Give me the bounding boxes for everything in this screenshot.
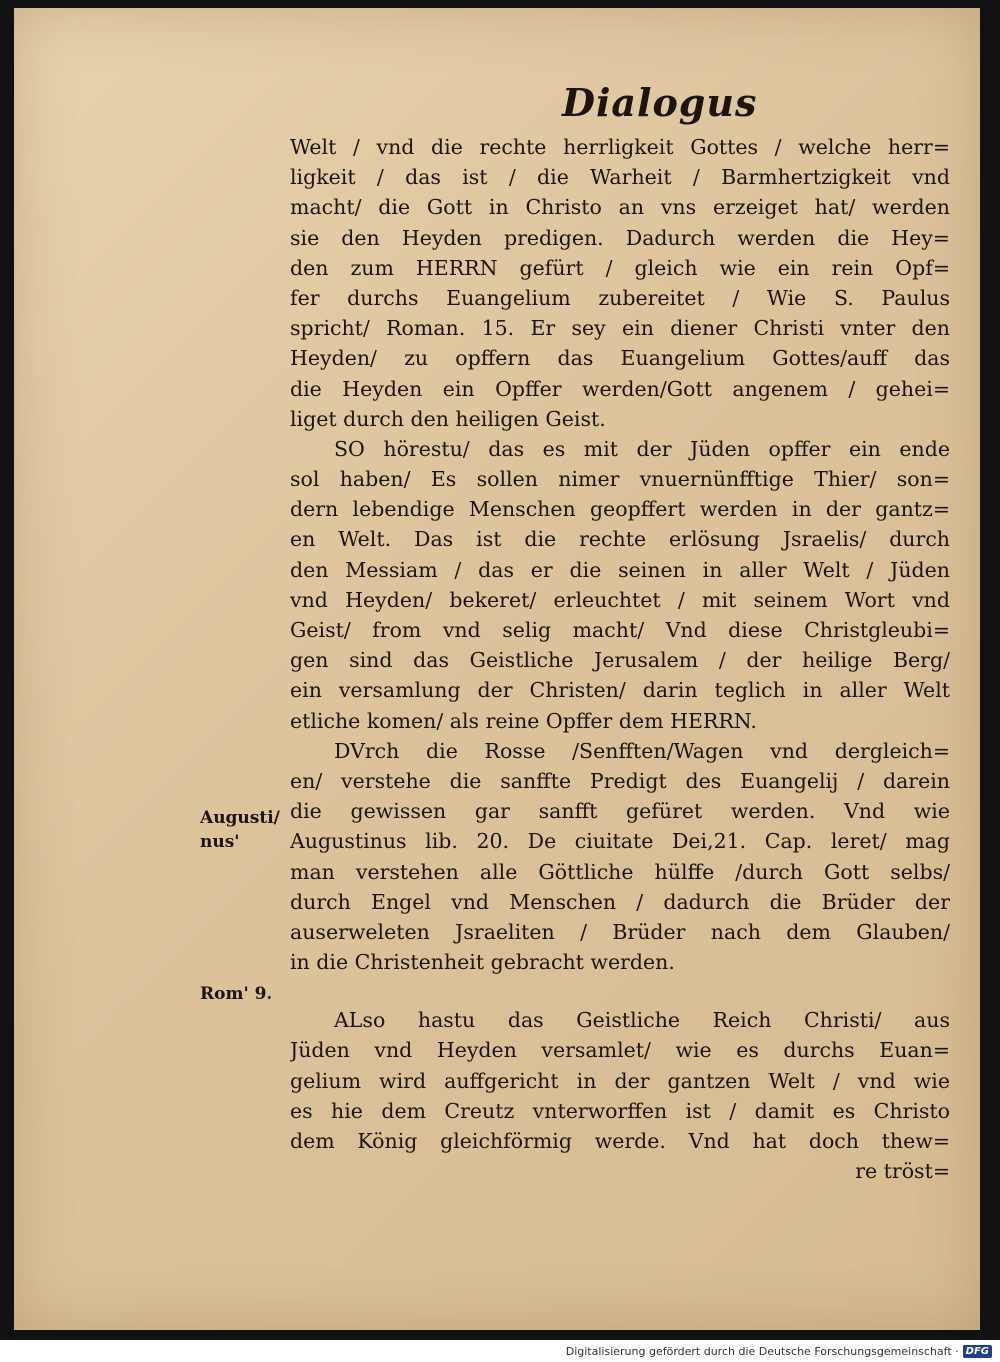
text-line: Jüden vnd Heyden versamlet/ wie es durchs Euan= bbox=[290, 1038, 950, 1063]
text-line: dem König gleichförmig werde. Vnd hat doch thew= bbox=[290, 1129, 950, 1153]
text-line: DVrch die Rosse /Senfften/Wagen vnd dergleich= bbox=[334, 738, 950, 763]
text-line: den zum HERRN gefürt / gleich wie ein rein Opf= bbox=[290, 255, 950, 280]
margin-note-line: nus' bbox=[200, 832, 240, 852]
footer-bar bbox=[0, 1340, 1000, 1362]
footer-credit: Digitalisierung gefördert durch die Deutsche Forschungsgemeinschaft · bbox=[565, 1344, 959, 1358]
text-line: in die Christenheit gebracht werden. bbox=[290, 950, 675, 975]
text-line: ligkeit / das ist / die Warheit / Barmhertzigkeit vnd bbox=[290, 165, 950, 190]
margin-note-rom: Rom' 9. bbox=[200, 984, 273, 1004]
dfg-logo-icon: DFG bbox=[963, 1345, 992, 1358]
text-line: den Messiam / das er die seinen in aller Welt / Jüden bbox=[290, 557, 950, 582]
text-line: spricht/ Roman. 15. Er sey ein diener Christi vnter den bbox=[290, 316, 950, 341]
text-line: en Welt. Das ist die rechte erlösung Jsraelis/ durch bbox=[290, 527, 950, 552]
text-line: re tröst= bbox=[855, 1159, 950, 1184]
text-line: die gewissen gar sanfft gefüret werden. Vnd wie bbox=[290, 799, 950, 824]
text-line: liget durch den heiligen Geist. bbox=[290, 406, 606, 431]
text-line: man verstehen alle Göttliche hülffe /durch Gott selbs/ bbox=[290, 859, 950, 884]
text-line: SO hörestu/ das es mit der Jüden opffer ein ende bbox=[334, 436, 950, 461]
text-line: gen sind das Geistliche Jerusalem / der heilige Berg/ bbox=[290, 648, 950, 673]
margin-note-line: Augusti/ bbox=[200, 808, 280, 828]
text-line: vnd Heyden/ bekeret/ erleuchtet / mit seinem Wort vnd bbox=[290, 587, 950, 612]
text-line: es hie dem Creutz vnterworffen ist / damit es Christo bbox=[290, 1098, 950, 1123]
text-block bbox=[290, 132, 950, 1186]
text-line: Heyden/ zu opffern das Euangelium Gottes/auff das bbox=[290, 346, 950, 371]
text-line: auserweleten Jsraeliten / Brüder nach dem Glauben/ bbox=[290, 919, 950, 944]
book-page bbox=[14, 8, 980, 1330]
running-head: Dialogus bbox=[562, 80, 758, 125]
text-line: gelium wird auffgericht in der gantzen Welt / vnd wie bbox=[290, 1068, 950, 1093]
text-line: etliche komen/ als reine Opffer dem HERRN. bbox=[290, 708, 757, 733]
text-line: ein versamlung der Christen/ darin teglich in aller Welt bbox=[290, 678, 950, 703]
text-line: die Heyden ein Opffer werden/Gott angenem / gehei= bbox=[290, 376, 950, 401]
paragraph-gap bbox=[290, 977, 950, 1005]
text-line: ALso hastu das Geistliche Reich Christi/ aus bbox=[334, 1008, 950, 1033]
text-line: sie den Heyden predigen. Dadurch werden die Hey= bbox=[290, 225, 950, 250]
text-line: en/ verstehe die sanffte Predigt des Euangelij / darein bbox=[290, 768, 950, 793]
text-line: sol haben/ Es sollen nimer vnuernünfftige Thier/ son= bbox=[290, 467, 950, 492]
text-line: Welt / vnd die rechte herrligkeit Gottes / welche herr= bbox=[290, 135, 950, 159]
text-line: fer durchs Euangelium zubereitet / Wie S. Paulus bbox=[290, 285, 950, 310]
text-line: Geist/ from vnd selig macht/ Vnd diese Christgleubi= bbox=[290, 618, 950, 642]
margin-note-augustinus bbox=[200, 806, 280, 854]
text-line: Augustinus lib. 20. De ciuitate Dei,21. Cap. leret/ mag bbox=[290, 829, 950, 854]
text-line: dern lebendige Menschen geopffert werden in der gantz= bbox=[290, 497, 950, 522]
text-line: durch Engel vnd Menschen / dadurch die Brüder der bbox=[290, 889, 950, 914]
text-line: macht/ die Gott in Christo an vns erzeiget hat/ werden bbox=[290, 195, 950, 220]
